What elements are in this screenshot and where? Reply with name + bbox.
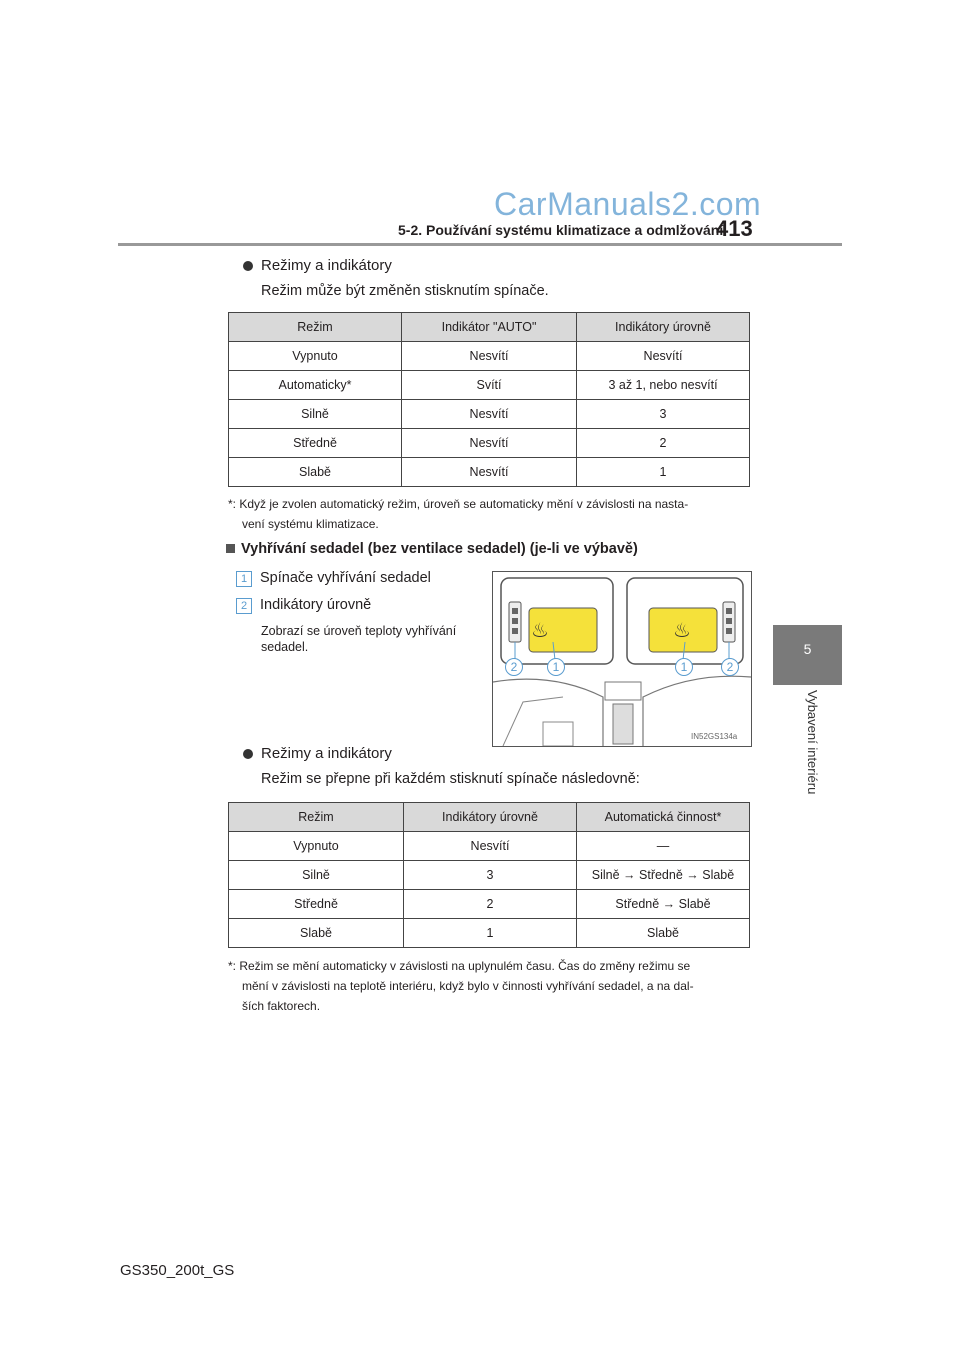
section-square-icon — [226, 544, 235, 553]
bullet-modes-2 — [243, 745, 392, 762]
footnote-2 — [228, 956, 758, 1016]
note-line: sedadel. — [261, 640, 309, 654]
figure-code: IN52GS134a — [691, 732, 738, 741]
callout-1-left-icon: 1 — [547, 658, 565, 676]
table-header-cell: Indikátory úrovně — [577, 313, 750, 342]
table-header-cell: Režim — [229, 803, 404, 832]
table-row — [229, 890, 750, 919]
table-cell: 3 — [404, 861, 577, 890]
table-cell: Nesvítí — [402, 458, 577, 487]
table-cell: Středně — [229, 429, 402, 458]
table-header-cell: Automatická činnost* — [577, 803, 750, 832]
table-row — [229, 919, 750, 948]
table-cell: — — [577, 832, 750, 861]
table-header-row — [229, 803, 750, 832]
table-row — [229, 371, 750, 400]
table-cell: Vypnuto — [229, 342, 402, 371]
paragraph-modes-1: Režim může být změněn stisknutím spínače. — [261, 283, 549, 299]
table-cell: 2 — [404, 890, 577, 919]
section-text: Vyhřívání sedadel (bez ventilace sedadel) (je-li ve výbavě) — [241, 541, 638, 557]
table-row — [229, 832, 750, 861]
table-cell: Silně — [229, 400, 402, 429]
table-cell: Silně → Středně → Slabě — [577, 861, 750, 890]
table-cell: Slabě — [577, 919, 750, 948]
bullet-modes-1 — [243, 257, 392, 274]
table-header-row — [229, 313, 750, 342]
paragraph-modes-2: Režim se přepne při každém stisknutí spínače následovně: — [261, 771, 640, 787]
table-cell: Slabě — [229, 458, 402, 487]
table-cell: 3 — [577, 400, 750, 429]
table-cell: Nesvítí — [402, 342, 577, 371]
table-row — [229, 861, 750, 890]
chapter-number: 5 — [803, 641, 812, 657]
table-cell: 2 — [577, 429, 750, 458]
table-cell: 3 až 1, nebo nesvítí — [577, 371, 750, 400]
footnote-line: mění v závislosti na teplotě interiéru, když bylo v činnosti vyhřívání sedadel, a na dal- — [242, 979, 694, 993]
seat-heater-right-icon: ♨ — [673, 620, 691, 642]
callout-2-icon: 2 — [236, 598, 252, 614]
seat-heater-left-icon: ♨ — [531, 620, 549, 642]
table-cell: Nesvítí — [577, 342, 750, 371]
item-label: Indikátory úrovně — [260, 597, 372, 613]
table-row — [229, 342, 750, 371]
table-cell: Středně — [229, 890, 404, 919]
item-label: Spínače vyhřívání sedadel — [260, 570, 431, 586]
callout-1-icon: 1 — [236, 571, 252, 587]
footnote-line: ších faktorech. — [242, 999, 321, 1013]
table-cell: Nesvítí — [402, 429, 577, 458]
footnote-line: *: Když je zvolen automatický režim, úroveň se automaticky mění v závislosti na nasta- — [228, 497, 689, 511]
header-rule — [118, 243, 842, 246]
table-row — [229, 400, 750, 429]
table-header-cell: Indikátor "AUTO" — [402, 313, 577, 342]
callout-2-right-icon: 2 — [721, 658, 739, 676]
callout-1-right-icon: 1 — [675, 658, 693, 676]
footnote-line: *: Režim se mění automaticky v závislosti na uplynulém času. Čas do změny režimu se — [228, 959, 691, 973]
table-cell: Středně → Slabě — [577, 890, 750, 919]
chapter-label: Vybavení interiéru — [805, 690, 820, 795]
bullet-dot-icon — [243, 749, 253, 759]
table-cell: Automaticky* — [229, 371, 402, 400]
note-line: Zobrazí se úroveň teploty vyhřívání — [261, 624, 457, 638]
footnote-1 — [228, 494, 758, 534]
table-row — [229, 429, 750, 458]
page-number: 413 — [716, 216, 753, 241]
item-2 — [236, 597, 371, 614]
table-row — [229, 458, 750, 487]
header-title: 5-2. Používání systému klimatizace a odmlžování — [398, 222, 724, 238]
callout-2-left-icon: 2 — [505, 658, 523, 676]
table-cell: 1 — [577, 458, 750, 487]
dashboard-illustration — [493, 572, 751, 746]
item-1 — [236, 570, 431, 587]
item-note — [261, 623, 481, 655]
table-cell: Slabě — [229, 919, 404, 948]
table-header-cell: Indikátory úrovně — [404, 803, 577, 832]
table-cell: Vypnuto — [229, 832, 404, 861]
bullet-dot-icon — [243, 261, 253, 271]
table-cell: Svítí — [402, 371, 577, 400]
table-cell: 1 — [404, 919, 577, 948]
footnote-line: vení systému klimatizace. — [242, 517, 379, 531]
footer-model-code: GS350_200t_GS — [120, 1262, 235, 1279]
table-cell: Silně — [229, 861, 404, 890]
bullet-text: Režimy a indikátory — [261, 257, 392, 274]
watermark: CarManuals2.com — [494, 186, 762, 222]
seat-heater-figure — [492, 571, 752, 747]
table-cell: Nesvítí — [404, 832, 577, 861]
section-heading — [226, 541, 638, 557]
table-cell: Nesvítí — [402, 400, 577, 429]
modes-table-2 — [228, 802, 750, 948]
table-header-cell: Režim — [229, 313, 402, 342]
modes-table-1 — [228, 312, 750, 487]
bullet-text: Režimy a indikátory — [261, 745, 392, 762]
chapter-tab — [773, 625, 842, 685]
